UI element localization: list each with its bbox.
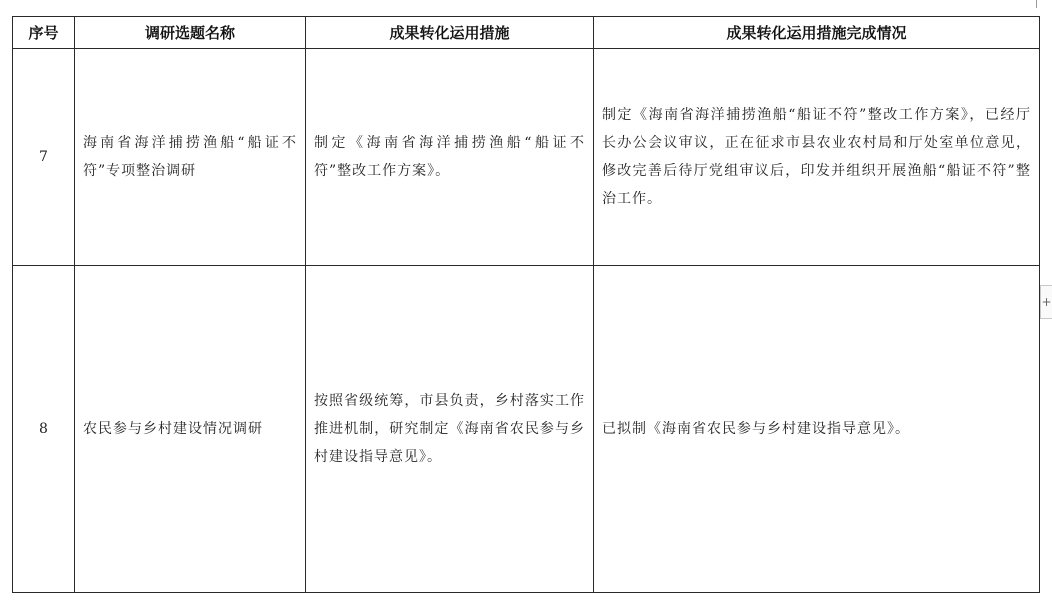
table-header-row — [13, 17, 1040, 49]
header-measures: 成果转化运用措施 — [306, 17, 594, 49]
row-measures: 按照省级统筹，市县负责，乡村落实工作推进机制，研究制定《海南省农民参与乡村建设指导意见》。 — [306, 266, 594, 593]
table-row — [13, 266, 1040, 593]
row-status: 制定《海南省海洋捕捞渔船“船证不符”整改工作方案》，已经厅长办公会议审议，正在征求市县农业农村局和厅处室单位意见，修改完善后待厅党组审议后，印发并组织开展渔船“船证不符”整治工作。 — [594, 49, 1040, 266]
row-topic: 农民参与乡村建设情况调研 — [75, 266, 306, 593]
results-table — [12, 16, 1040, 593]
row-measures: 制定《海南省海洋捕捞渔船“船证不符”整改工作方案》。 — [306, 49, 594, 266]
row-no: 8 — [13, 266, 75, 593]
header-no: 序号 — [13, 17, 75, 49]
side-expand-button[interactable] — [1040, 285, 1052, 319]
row-no: 7 — [13, 49, 75, 266]
header-status: 成果转化运用措施完成情况 — [594, 17, 1040, 49]
table-row — [13, 49, 1040, 266]
row-topic: 海南省海洋捕捞渔船“船证不符”专项整治调研 — [75, 49, 306, 266]
plus-icon: + — [1041, 295, 1052, 309]
header-topic: 调研选题名称 — [75, 17, 306, 49]
page-corner-mark — [1036, 0, 1037, 8]
row-status: 已拟制《海南省农民参与乡村建设指导意见》。 — [594, 266, 1040, 593]
